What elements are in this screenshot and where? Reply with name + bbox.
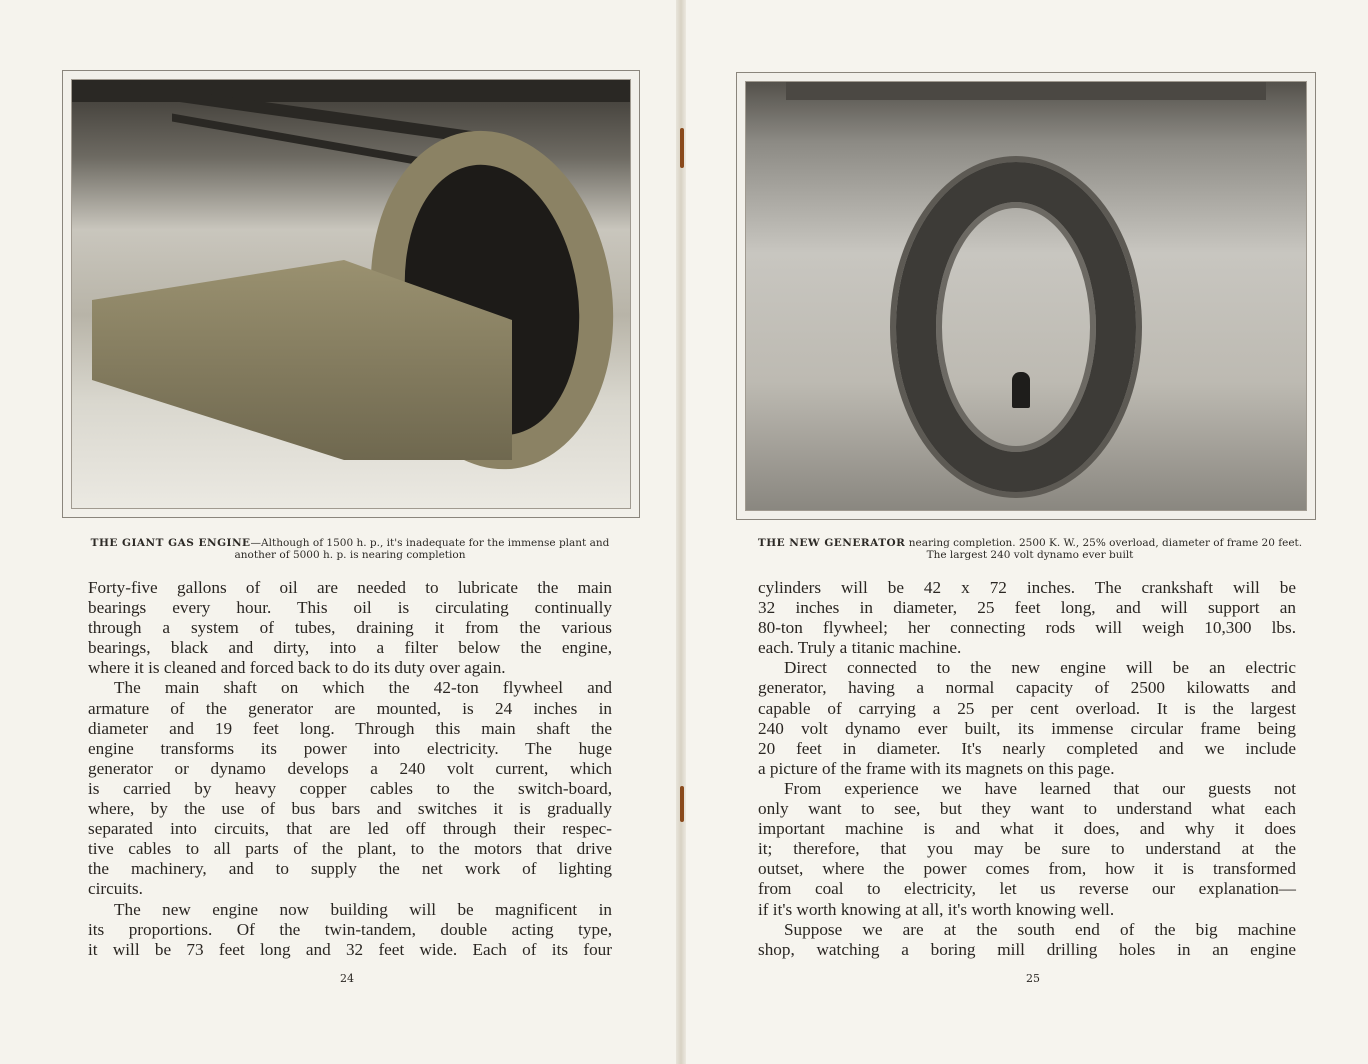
text-line: important machine is and what it does, and why it does [758,819,1296,839]
caption-title: THE GIANT GAS ENGINE [90,537,251,549]
text-line: where, by the use of bus bars and switches it is gradually [88,799,612,819]
text-line: From experience we have learned that our guests not [784,778,1296,798]
text-line: engine transforms its power into electricity. The huge [88,738,612,758]
text-line: diameter and 19 feet long. Through this main shaft the [88,718,612,738]
generator-caption [750,537,1310,561]
text-line: from coal to electricity, let us reverse our explanation— [758,879,1296,899]
text-line: Forty-five gallons of oil are needed to lubricate the main [88,578,612,597]
left-page [0,0,680,1064]
text-line: circuits. [88,879,143,899]
text-line: is carried by heavy copper cables to the switch-board, [88,778,612,798]
text-line: 32 inches in diameter, 25 feet long, and will support an [758,598,1296,618]
gas-engine-photo [71,79,631,509]
text-line: Direct connected to the new engine will be an electric [784,658,1296,678]
stain-mark [680,786,684,822]
left-body-text [88,578,612,960]
gas-engine-photo-frame [62,70,640,518]
caption-title: THE NEW GENERATOR [757,537,906,549]
text-line: a picture of the frame with its magnets on this page. [758,758,1115,778]
text-line: armature of the generator are mounted, is 24 inches in [88,698,612,718]
text-line: 20 feet in diameter. It's nearly completed and we include [758,738,1296,758]
text-line: separated into circuits, that are led off through their respec- [88,819,612,839]
generator-photo [745,81,1307,511]
text-line: the machinery, and to supply the net work of lighting [88,859,612,879]
text-line: tive cables to all parts of the plant, to the motors that drive [88,839,612,859]
text-line: The new engine now building will be magnificent in [114,899,612,919]
text-line: bearings every hour. This oil is circulating continually [88,598,612,618]
text-line: it will be 73 feet long and 32 feet wide. Each of its four [88,939,612,959]
text-line: its proportions. Of the twin-tandem, double acting type, [88,919,612,939]
page-number: 25 [1026,972,1040,985]
gas-engine-caption [80,537,620,561]
text-line: The main shaft on which the 42-ton flywheel and [114,678,612,698]
text-line: 240 volt dynamo ever built, its immense circular frame being [758,718,1296,738]
right-body-text [758,578,1296,960]
text-line: bearings, black and dirty, into a filter below the engine, [88,638,612,658]
text-line: each. Truly a titanic machine. [758,638,962,658]
text-line: capable of carrying a 25 per cent overload. It is the largest [758,698,1296,718]
text-line: only want to see, but they want to understand what each [758,799,1296,819]
text-line: generator, having a normal capacity of 2500 kilowatts and [758,678,1296,698]
text-line: shop, watching a boring mill drilling holes in an engine [758,939,1296,959]
stain-mark [680,128,684,168]
text-line: if it's worth knowing at all, it's worth knowing well. [758,899,1115,919]
generator-photo-frame [736,72,1316,520]
text-line: generator or dynamo develops a 240 volt current, which [88,758,612,778]
caption-text: nearing completion. 2500 K. W., 25% overload, diameter of frame 20 feet. The largest 240 volt dynamo ever built [905,537,1303,561]
text-line: it; therefore, that you may be sure to understand at the [758,839,1296,859]
text-line: outset, where the power comes from, how it is transformed [758,859,1296,879]
text-line: where it is cleaned and forced back to do its duty over again. [88,658,506,678]
text-line: Suppose we are at the south end of the big machine [784,919,1296,939]
text-line: cylinders will be 42 x 72 inches. The crankshaft will be [758,578,1296,597]
text-line: through a system of tubes, draining it from the various [88,618,612,638]
caption-text: —Although of 1500 h. p., it's inadequate for the immense plant and another of 5000 h. p. is nearing completion [234,537,610,561]
text-line: 80-ton flywheel; her connecting rods will weigh 10,300 lbs. [758,618,1296,638]
page-number: 24 [340,972,354,985]
